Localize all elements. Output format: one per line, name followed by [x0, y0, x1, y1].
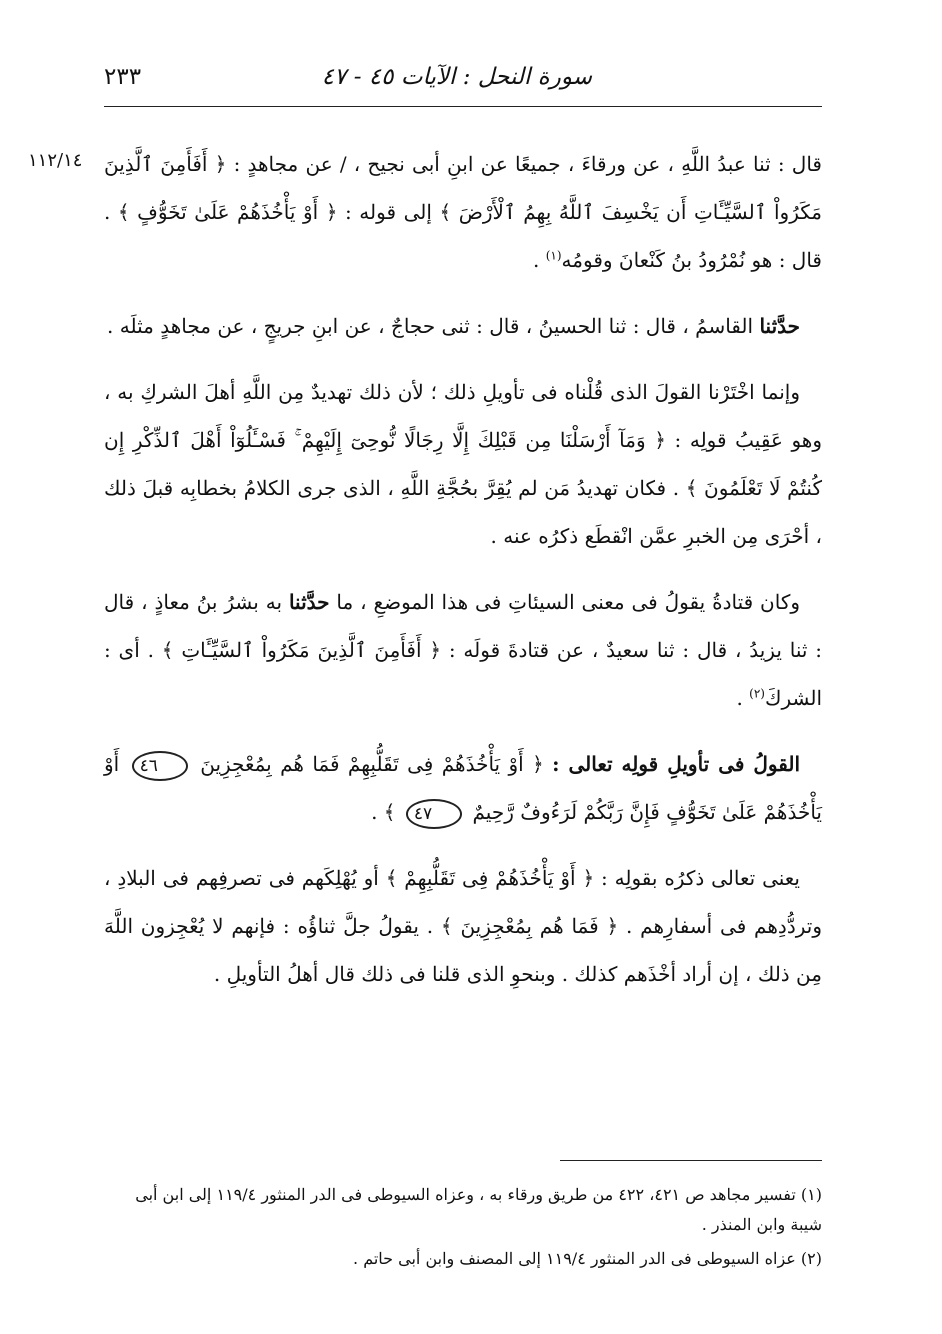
paragraph-4-text-b: به بشرُ بنُ معاذٍ ، قال : ثنا يزيدُ ، قال : ثنا سعيدٌ ، عن قتادةَ قولَه : ﴿ أَفَأَمِنَ ٱلَّذِينَ مَكَرُواْ ٱلسَّيِّـَٔاتِ ﴾ . أى : الشركَ — [104, 590, 822, 710]
paragraph-5-text: يعنى تعالى ذكرُه بقولِه : ﴿ أَوْ يَأْخُذَهُمْ فِى تَقَلُّبِهِمْ ﴾ أو يُهْلِكَهم فى تصرفِهم فى البلادِ ، وتردُّدِهم فى أسفارِهم . ﴿ فَمَا هُم بِمُعْجِزِينَ ﴾ . يقولُ جلَّ ثناؤُه : فإنهم لا يُعْجِزون اللَّهَ مِن ذلك ، إن أراد أخْذَهم كذلك . وبنحوِ الذى قلنا فى ذلك قال أهلُ التأويلِ . — [104, 866, 822, 986]
header-title: سورة النحل : الآيات ٤٥ - ٤٧ — [321, 64, 592, 90]
footnote-1: (١) تفسير مجاهد ص ٤٢١، ٤٢٢ من طريق ورقاء به ، وعزاه السيوطى فى الدر المنثور ١١٩/٤ إلى ابن أبى شيبة وابن المنذر . — [135, 1185, 822, 1234]
main-text — [104, 140, 822, 1016]
paragraph-3 — [104, 368, 822, 560]
heading-verse-1: ﴿ أَوْ يَأْخُذَهُمْ فِى تَقَلُّبِهِمْ فَمَا هُم بِمُعْجِزِينَ — [200, 752, 544, 776]
paragraph-4: وكان قتادةُ يقولُ فى معنى السيئاتِ فى هذا الموضعِ ، ما حدَّثنا به بشرُ بنُ معاذٍ ، قال : ثنا يزيدُ ، قال : ثنا سعيدٌ ، عن قتادةَ قولَه : ﴿ أَفَأَمِنَ ٱلَّذِينَ مَكَرُواْ ٱلسَّيِّـَٔاتِ ﴾ . أى : الشركَ$^{(٢)}$ . — [104, 590, 822, 710]
section-heading — [104, 740, 822, 836]
heading-end: ﴾ . — [371, 800, 396, 824]
paragraph-2 — [104, 302, 822, 350]
paragraph-3-text: وإنما اخْتَرْنا القولَ الذى قُلْناه فى تأويلِ ذلك ؛ لأن ذلك تهديدٌ مِن اللَّهِ أهلَ الشركِ به ، وهو عَقِيبُ قولِه : ﴿ وَمَآ أَرْسَلْنَا مِن قَبْلِكَ إِلَّا رِجَالًا نُّوحِىٓ إِلَيْهِمْ ۚ فَسْـَٔلُوٓاْ أَهْلَ ٱلذِّكْرِ إِن كُنتُمْ لَا تَعْلَمُونَ ﴾ . فكان تهديدُ مَن لم يُقِرَّ بحُجَّةِ اللَّهِ ، الذى جرى الكلامُ بخطابِه قبلَ ذلك ، أحْرَى مِن الخبرِ عمَّن انْقطَع ذكرُه عنه . — [104, 380, 822, 548]
footnote-ref-2: (٢) — [749, 686, 765, 701]
footnote-2: (٢) عزاه السيوطى فى الدر المنثور ١١٩/٤ إلى المصنف وابن أبى حاتم . — [353, 1249, 822, 1268]
paragraph-2-text: القاسمُ ، قال : ثنا الحسينُ ، قال : ثنى حجاجٌ ، عن ابنِ جريجٍ ، عن مجاهدٍ مثلَه . — [107, 314, 754, 338]
verse-number-46: ٤٦ — [132, 751, 188, 781]
footnote-ref-1: (١) — [545, 248, 562, 263]
paragraph-1-text: قال : ثنا عبدُ اللَّهِ ، عن ورقاءَ ، جميعًا عن ابنِ أبى نجيح ، / عن مجاهدٍ : ﴿ أَفَأَمِنَ ٱلَّذِينَ مَكَرُواْ ٱلسَّيِّـَٔاتِ أَن يَخْسِفَ ٱللَّهُ بِهِمُ ٱلْأَرْضَ ﴾ إلى قوله : ﴿ أَوْ يَأْخُذَهُمْ عَلَىٰ تَخَوُّفٍ ﴾ . قال : هو نُمْرُودُ بنُ كَنْعانَ وقومُه — [104, 152, 822, 272]
header-rule — [104, 106, 822, 107]
footnote-rule — [560, 1160, 822, 1161]
hadathana-bold-2: حدَّثنا — [288, 590, 330, 614]
margin-reference: ١١٢/١٤ — [28, 150, 83, 171]
page-number: ٢٣٣ — [104, 64, 142, 90]
hadathana-bold: حدَّثنا — [759, 314, 800, 338]
heading-bold: القولُ فى تأويلِ قولِه تعالى : — [552, 752, 801, 776]
paragraph-1: قال : ثنا عبدُ اللَّهِ ، عن ورقاءَ ، جميعًا عن ابنِ أبى نجيح ، / عن مجاهدٍ : ﴿ أَفَأَمِنَ ٱلَّذِينَ مَكَرُواْ ٱلسَّيِّـَٔاتِ أَن يَخْسِفَ ٱللَّهُ بِهِمُ ٱلْأَرْضَ ﴾ إلى قوله : ﴿ أَوْ يَأْخُذَهُمْ عَلَىٰ تَخَوُّفٍ ﴾ . قال : هو نُمْرُودُ بنُ كَنْعانَ وقومُه$^{(١)}$ . — [104, 152, 822, 272]
paragraph-5 — [104, 854, 822, 998]
running-header — [104, 64, 822, 104]
verse-number-47: ٤٧ — [406, 799, 462, 829]
heading-verse-2: أَوْ يَأْخُذَهُمْ عَلَىٰ تَخَوُّفٍ فَإِنَّ رَبَّكُمْ لَرَءُوفٌ رَّحِيمٌ — [104, 752, 822, 824]
footnotes — [104, 1180, 822, 1278]
paragraph-4-text-a: وكان قتادةُ يقولُ فى معنى السيئاتِ فى هذا الموضعِ ، ما — [336, 590, 801, 614]
